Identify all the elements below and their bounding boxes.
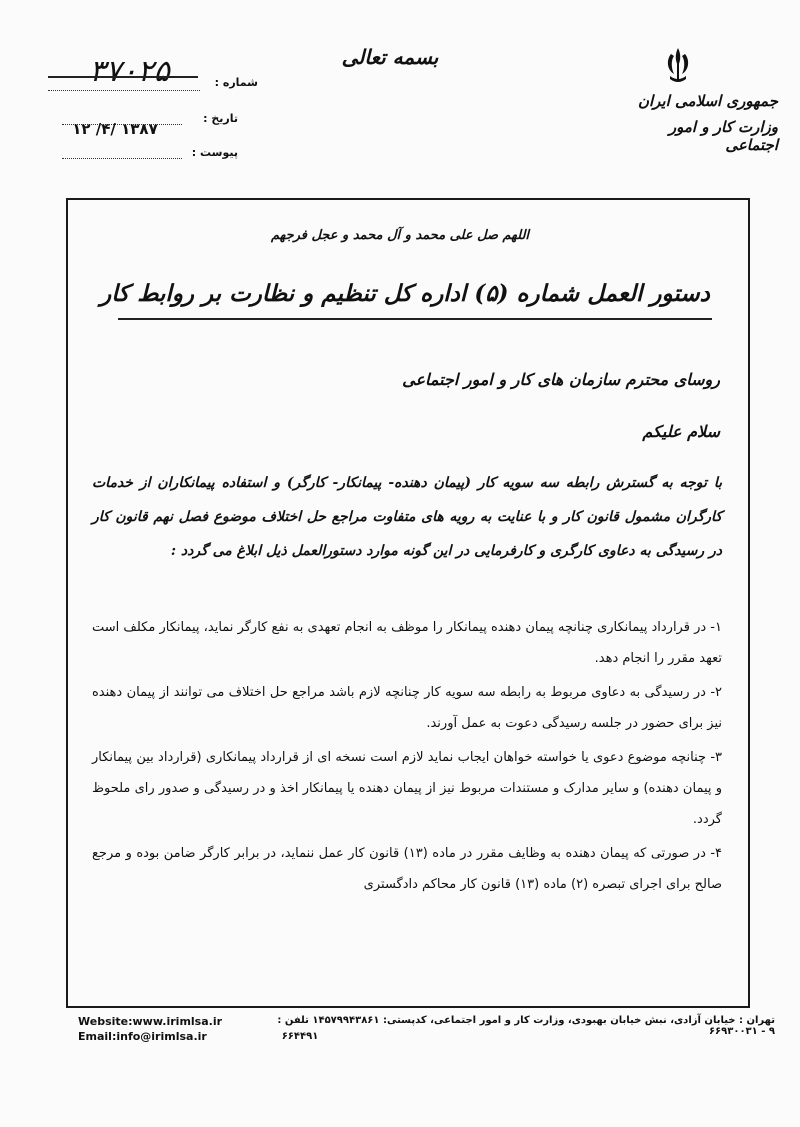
instruction-item-4: ۴- در صورتی که پیمان دهنده به وظایف مقرر در ماده (۱۳) قانون کار عمل ننماید، در برابر کارگر ضامن بوده و مرجع صالح برای اجرای تبصره (۲) ماده (۱۳) قانون کار محاکم دادگستری (92, 846, 723, 892)
country-name: جمهوری اسلامی ایران (637, 92, 778, 110)
letter-date: ۱۳۸۷ /۴/ ۱۲ (72, 120, 158, 138)
instruction-item-2: ۲- در رسیدگی به دعاوی مربوط به رابطه سه سویه کار چنانچه لازم باشد مراجع حل اختلاف می توانند از پیمان دهنده نیز برای حضور در جلسه رسیدگی دعوت به عمل آورند. (92, 685, 722, 731)
number-label: شماره : (214, 76, 258, 89)
salawat-line: اللهم صل علی محمد و آل محمد و عجل فرجهم (270, 228, 530, 243)
number-strike (48, 76, 198, 78)
letter-number: ۳۷۰۲۵ (89, 54, 170, 89)
footer-address: تهران : خیابان آزادی، نبش خیابان بهبودی، وزارت کار و امور اجتماعی، کدپستی: ۱۴۵۷۹۹۴۳۸۶۱ تلفن : ۹ - ۶۶۹۳۰۰۳۱ (277, 1015, 775, 1037)
footer-website[interactable]: Website:www.irimlsa.ir (78, 1015, 223, 1028)
iran-emblem-icon (662, 46, 694, 86)
greeting-line: سلام علیکم (642, 422, 720, 441)
date-label: تاریخ : (203, 112, 238, 125)
instruction-list (92, 612, 722, 903)
bismillah-heading: بسمه تعالی (341, 45, 439, 69)
document-title: دستور العمل شماره (۵) اداره کل تنظیم و نظارت بر روابط کار (100, 280, 710, 307)
instruction-item-3: ۳- چنانچه موضوع دعوی یا خواسته خواهان ایجاب نماید لازم است نسخه ای از قرارداد پیمانکاری (قرارداد بین پیمانکار و پیمان دهنده) و سایر مدارک و مستندات مربوط نیز از پیمان دهنده یا پیمانکار اخذ و در رسیدگی و صدور رای ملحوظ گردد. (92, 750, 722, 827)
recipient-line: روسای محترم سازمان های کار و امور اجتماعی (402, 370, 720, 389)
number-line (48, 90, 200, 91)
ministry-name: وزارت کار و امور اجتماعی (668, 118, 778, 154)
footer-email[interactable]: Email:info@irimlsa.ir (78, 1030, 207, 1043)
title-underline (118, 318, 712, 320)
attachment-line (62, 158, 182, 159)
intro-paragraph: با توجه به گسترش رابطه سه سویه کار (پیمان دهنده- پیمانکار- کارگر) و استفاده پیمانکاران از خدمات کارگران مشمول قانون کار و با عنایت به رویه های متفاوت مراجع حل اختلاف موضوع فصل نهم قانون کار در رسیدگی به دعاوی کارگری و کارفرمایی در این گونه موارد دستورالعمل ذیل ابلاغ می گردد : (92, 475, 722, 559)
attachment-label: پیوست : (191, 146, 238, 159)
footer-phone-secondary: ۶۶۴۴۹۱ (281, 1031, 319, 1042)
instruction-item-1: ۱- در قرارداد پیمانکاری چنانچه پیمان دهنده پیمانکار را موظف به انجام تعهدی به نفع کارگر نماید، پیمانکار مکلف است تعهد مقرر را انجام دهد. (92, 620, 722, 666)
